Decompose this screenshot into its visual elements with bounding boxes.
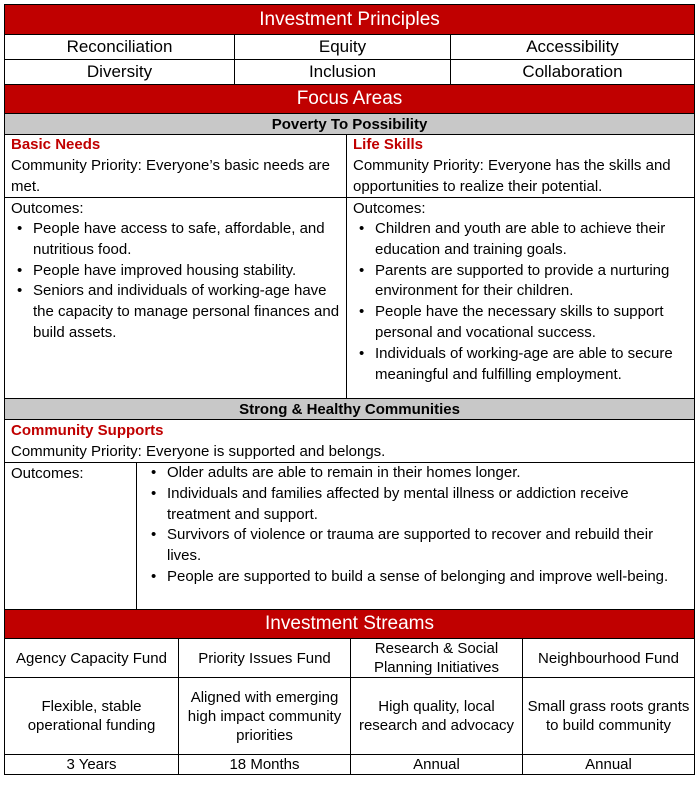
investment-streams-title: Investment Streams (5, 610, 695, 639)
strong-healthy-communities-table (4, 398, 695, 610)
list-item: • People have the necessary skills to support personal and vocational success. (375, 302, 688, 344)
principle-equity: Equity (235, 35, 451, 60)
community-supports-outcomes-label-cell (5, 463, 137, 610)
basic-needs-outcomes-list (11, 219, 340, 344)
investment-document (4, 4, 694, 775)
investment-principles-title: Investment Principles (5, 5, 695, 35)
community-supports-priority: Community Priority: Everyone is supported and belongs. (11, 443, 386, 460)
stream-description-research: High quality, local research and advocacy (351, 678, 523, 755)
life-skills-outcomes-cell (347, 198, 695, 399)
list-item: • Individuals and families affected by mental illness or addiction receive treatment and support. (167, 484, 688, 526)
basic-needs-title: Basic Needs (11, 136, 101, 153)
stream-duration-agency: 3 Years (5, 755, 179, 775)
list-item: • Individuals of working-age are able to secure meaningful and fulfilling employment. (375, 344, 688, 386)
community-supports-title: Community Supports (11, 422, 164, 439)
life-skills-cell (347, 135, 695, 198)
stream-description-agency: Flexible, stable operational funding (5, 678, 179, 755)
focus-areas-title: Focus Areas (5, 85, 695, 114)
principle-reconciliation: Reconciliation (5, 35, 235, 60)
list-item: • Survivors of violence or trauma are supported to recover and rebuild their lives. (167, 525, 688, 567)
life-skills-title: Life Skills (353, 136, 424, 153)
stream-duration-neighbourhood: Annual (523, 755, 695, 775)
principle-inclusion: Inclusion (235, 60, 451, 85)
community-supports-outcomes-cell (137, 463, 695, 610)
stream-duration-priority: 18 Months (179, 755, 351, 775)
stream-neighbourhood-fund: Neighbourhood Fund (523, 639, 695, 678)
principle-diversity: Diversity (5, 60, 235, 85)
list-item: • Children and youth are able to achieve their education and training goals. (375, 219, 688, 261)
basic-needs-cell (5, 135, 347, 198)
poverty-to-possibility-heading: Poverty To Possibility (5, 114, 695, 135)
investment-principles-table (4, 4, 695, 85)
investment-streams-table (4, 609, 695, 775)
basic-needs-outcomes-cell (5, 198, 347, 399)
list-item: • People are supported to build a sense of belonging and improve well-being. (167, 567, 688, 588)
life-skills-outcomes-label: Outcomes: (353, 200, 426, 217)
community-supports-outcomes-list (145, 463, 688, 588)
stream-description-priority: Aligned with emerging high impact community priorities (179, 678, 351, 755)
principle-accessibility: Accessibility (451, 35, 695, 60)
community-supports-cell (5, 420, 695, 463)
stream-priority-issues-fund: Priority Issues Fund (179, 639, 351, 678)
list-item: • Seniors and individuals of working-age have the capacity to manage personal finances and build assets. (33, 281, 340, 343)
principle-collaboration: Collaboration (451, 60, 695, 85)
list-item: • Parents are supported to provide a nurturing environment for their children. (375, 261, 688, 303)
basic-needs-outcomes-label: Outcomes: (11, 200, 84, 217)
list-item: • People have improved housing stability. (33, 261, 340, 282)
strong-healthy-communities-heading: Strong & Healthy Communities (5, 399, 695, 420)
focus-areas-table (4, 84, 695, 399)
stream-description-neighbourhood: Small grass roots grants to build community (523, 678, 695, 755)
list-item: • Older adults are able to remain in their homes longer. (167, 463, 688, 484)
basic-needs-priority: Community Priority: Everyone’s basic needs are met. (11, 157, 331, 195)
life-skills-priority: Community Priority: Everyone has the skills and opportunities to realize their potential. (353, 157, 671, 195)
list-item: • People have access to safe, affordable, and nutritious food. (33, 219, 340, 261)
stream-research-social-planning: Research & Social Planning Initiatives (351, 639, 523, 678)
stream-duration-research: Annual (351, 755, 523, 775)
life-skills-outcomes-list (353, 219, 688, 385)
community-supports-outcomes-label: Outcomes: (11, 465, 84, 482)
stream-agency-capacity-fund: Agency Capacity Fund (5, 639, 179, 678)
